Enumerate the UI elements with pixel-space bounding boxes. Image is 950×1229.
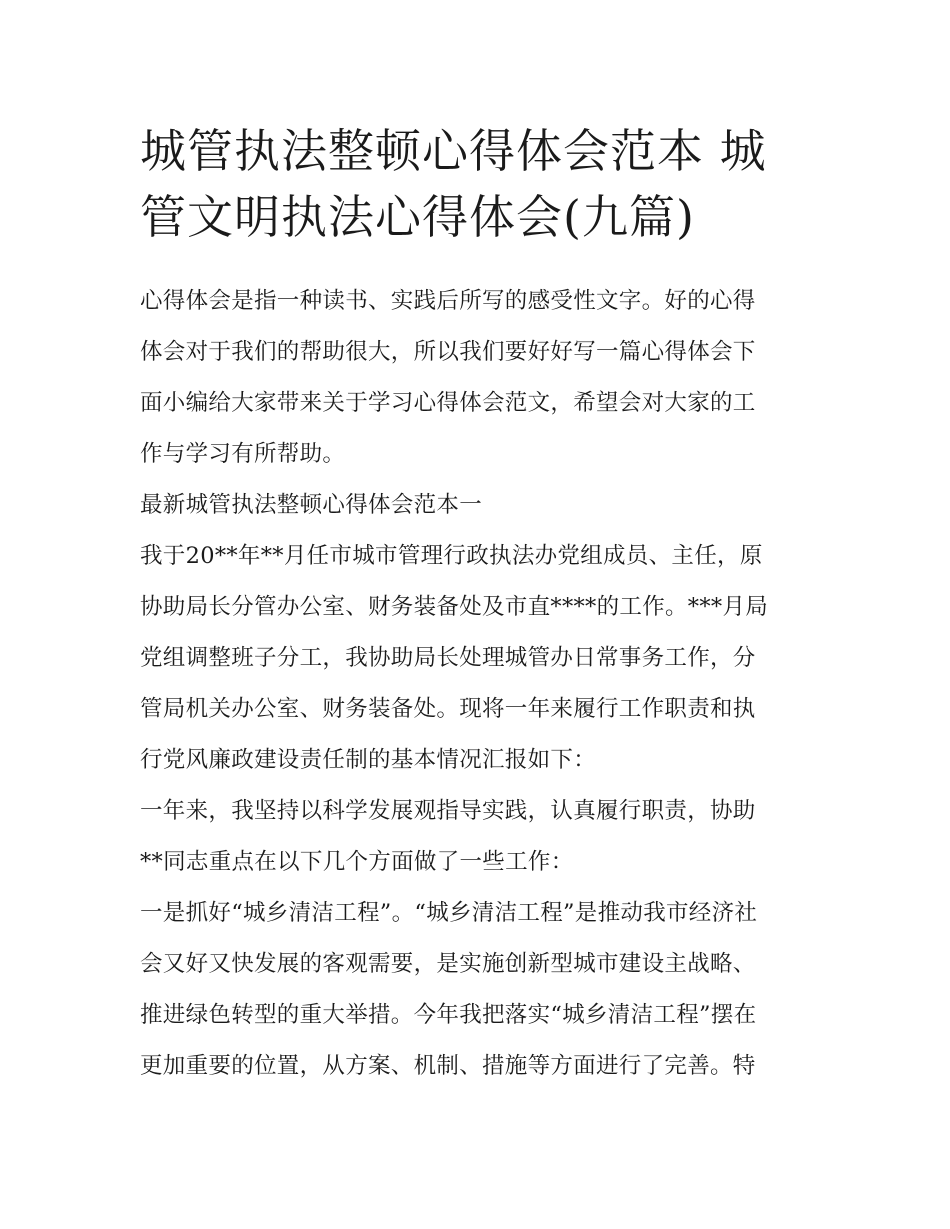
document-body — [140, 280, 830, 1096]
title-line: 城管执法整顿心得体会范本 城 — [140, 124, 767, 178]
body-line: 一年来，我坚持以科学发展观指导实践，认真履行职责，协助 — [140, 798, 756, 824]
document-title — [140, 118, 820, 250]
body-line: 协助局长分管办公室、财务装备处及市直****的工作。***月局 — [140, 594, 769, 620]
body-line: 一是抓好“城乡清洁工程”。“城乡清洁工程”是推动我市经济社 — [140, 900, 758, 926]
body-line: 我于20**年**月任市城市管理行政执法办党组成员、主任，原 — [140, 543, 763, 569]
body-line: 面小编给大家带来关于学习心得体会范文，希望会对大家的工 — [140, 390, 756, 416]
body-line: 行党风廉政建设责任制的基本情况汇报如下： — [140, 747, 597, 773]
body-line: 体会对于我们的帮助很大，所以我们要好好写一篇心得体会下 — [140, 339, 756, 365]
body-line: 推进绿色转型的重大举措。今年我把落实“城乡清洁工程”摆在 — [140, 1002, 757, 1028]
body-line: 更加重要的位置，从方案、机制、措施等方面进行了完善。特 — [140, 1053, 756, 1079]
body-line: **同志重点在以下几个方面做了一些工作： — [140, 849, 574, 875]
body-line: 会又好又快发展的客观需要，是实施创新型城市建设主战略、 — [140, 951, 756, 977]
body-line: 心得体会是指一种读书、实践后所写的感受性文字。好的心得 — [140, 288, 756, 314]
body-line: 作与学习有所帮助。 — [140, 441, 346, 467]
section-heading: 最新城管执法整顿心得体会范本一 — [140, 492, 483, 518]
body-line: 管局机关办公室、财务装备处。现将一年来履行工作职责和执 — [140, 696, 756, 722]
body-line: 党组调整班子分工，我协助局长处理城管办日常事务工作，分 — [140, 645, 756, 671]
title-line: 管文明执法心得体会(九篇) — [140, 190, 695, 244]
